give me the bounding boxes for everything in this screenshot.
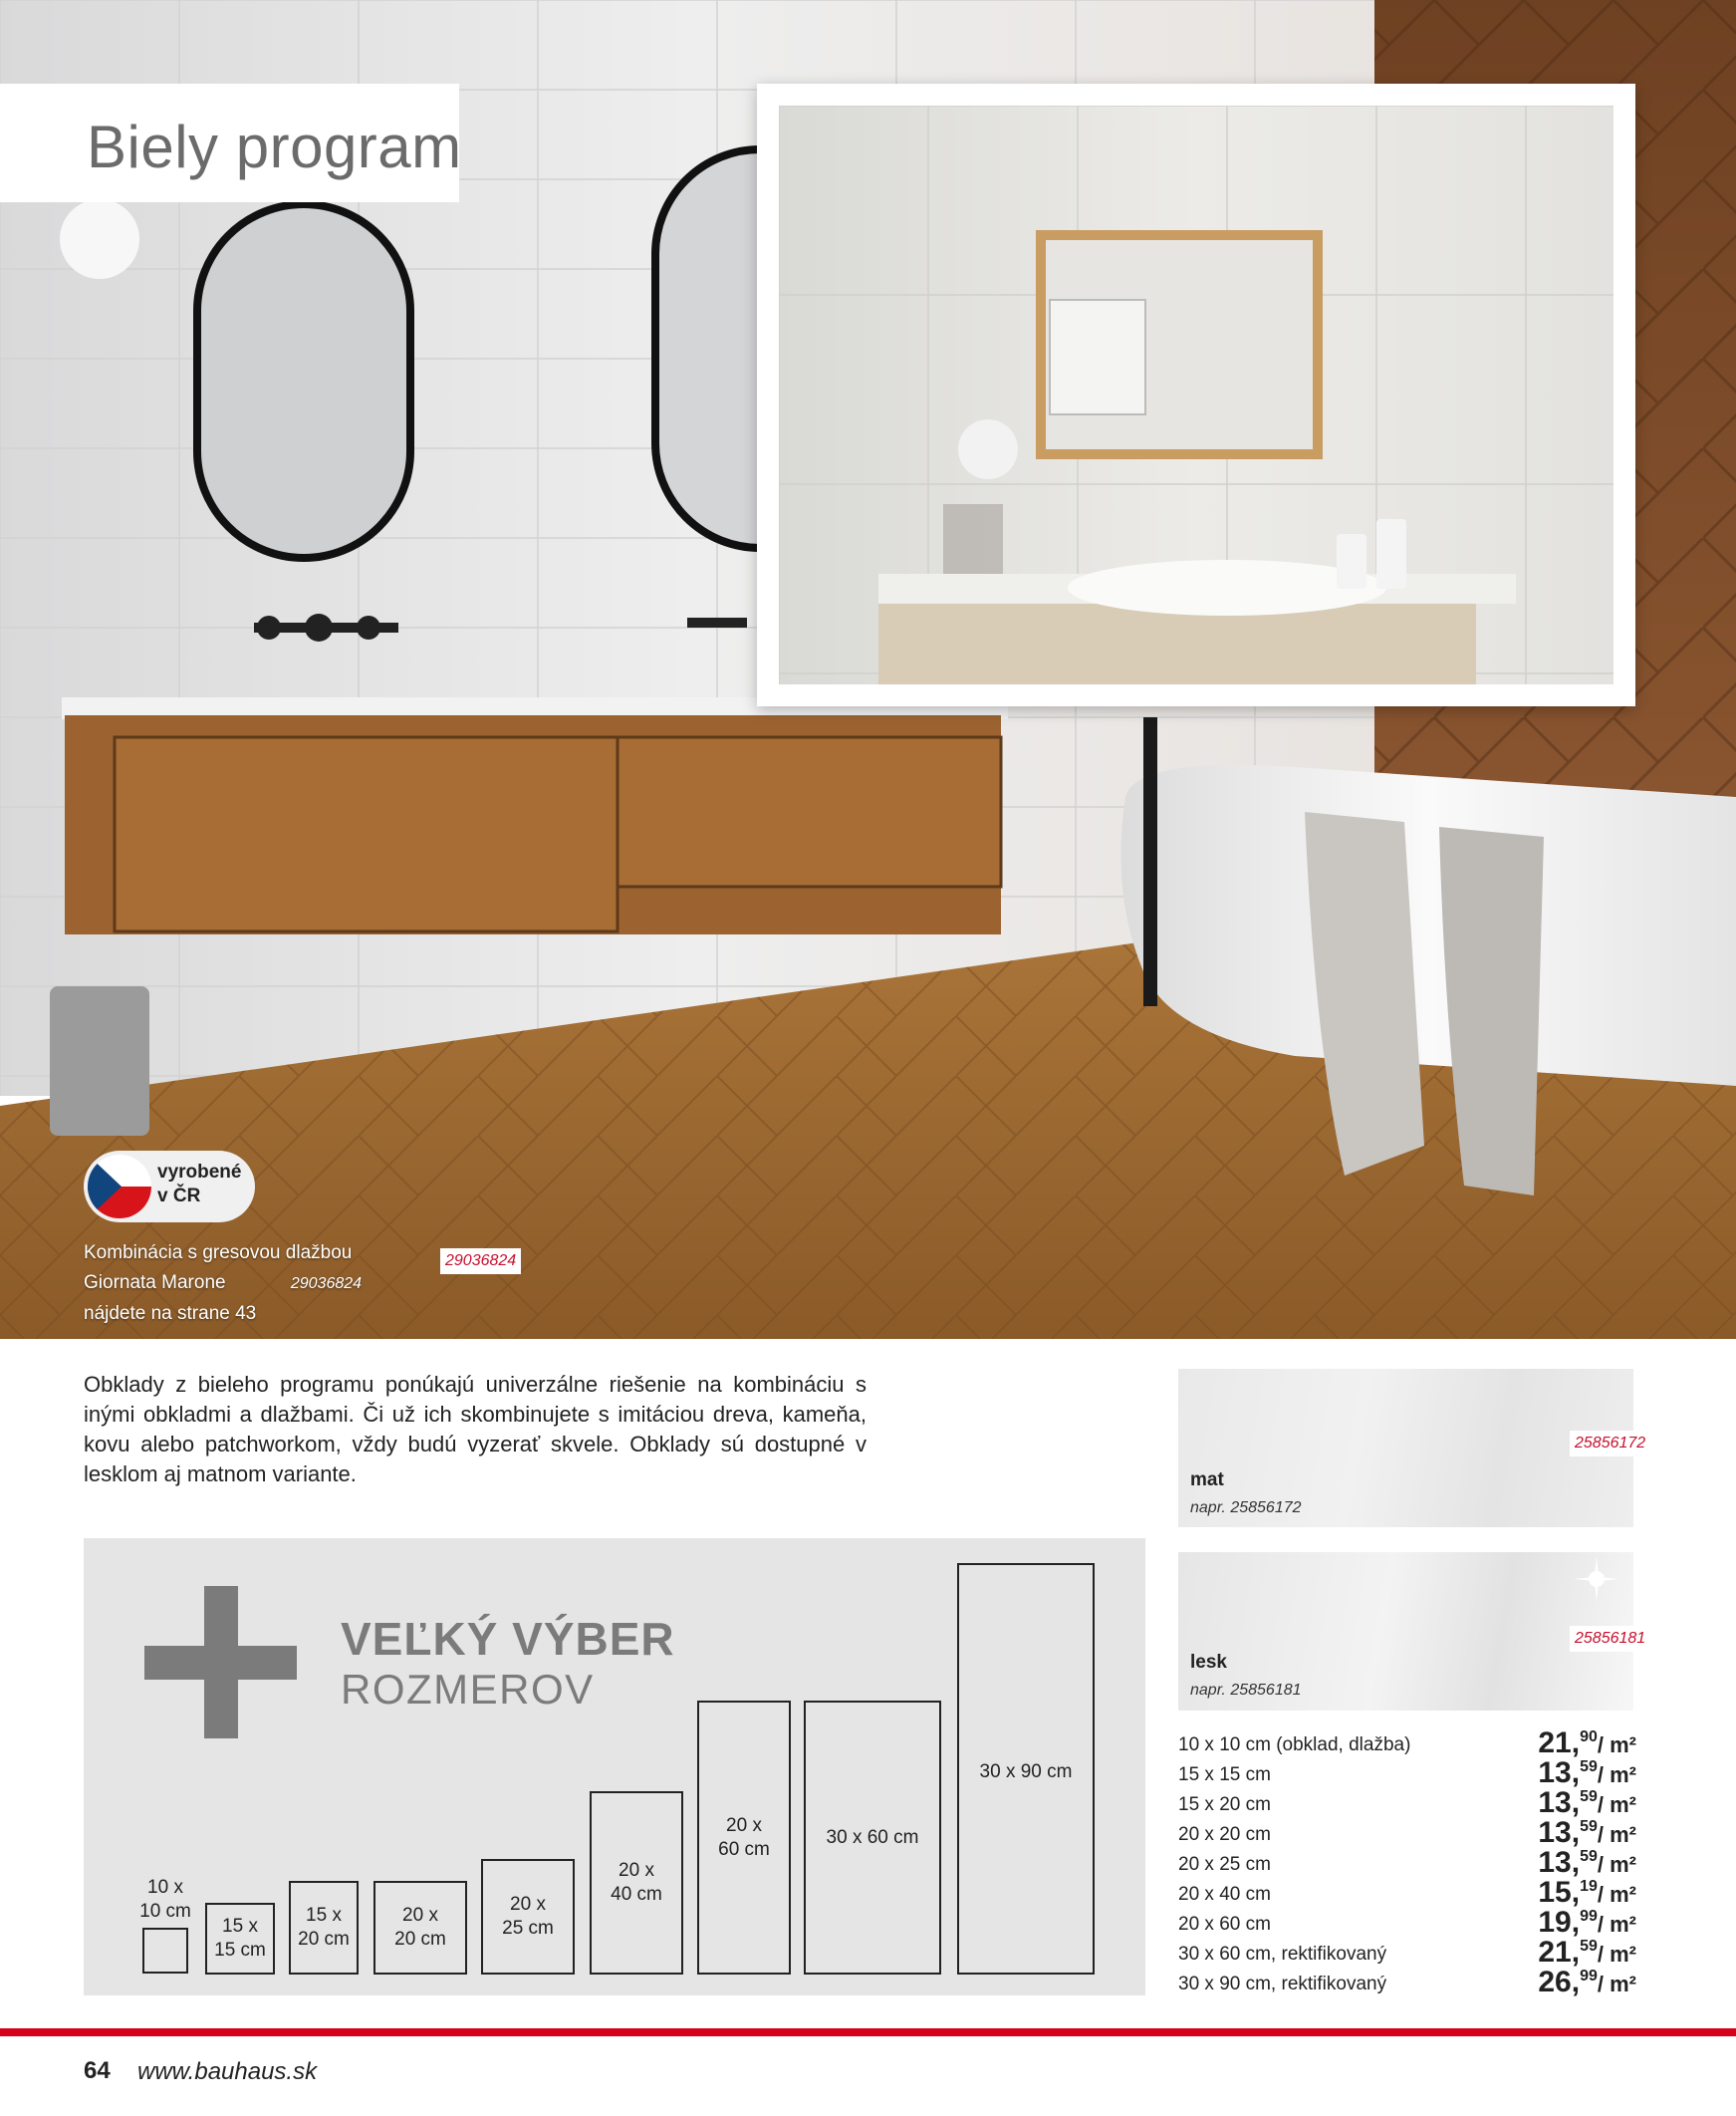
description-text: Obklady z bieleho programu ponúkajú univerzálne riešenie na kombináciu s inými obkladmi a dlažbami. Či už ich skombinujete s imitáciou dreva, kameňa, kovu alebo patchworkom, vždy budú vyzerať skvele. Obklady sú dostupné v lesklom aj matnom variante. xyxy=(84,1372,867,1486)
tile-30x90: 30 x 90 cm xyxy=(957,1563,1095,1975)
price-unit: / m² xyxy=(1597,1882,1636,1907)
price-int: 21, xyxy=(1538,1726,1581,1759)
sizes-heading-2: ROZMEROV xyxy=(341,1666,595,1713)
tile-30x60: 30 x 60 cm xyxy=(804,1701,941,1975)
tile-20x25: 20 x 25 cm xyxy=(481,1859,575,1975)
caption-line2 xyxy=(84,1268,362,1299)
price-unit: / m² xyxy=(1597,1792,1636,1817)
price-value xyxy=(1538,1966,1636,1999)
price-int: 13, xyxy=(1538,1846,1581,1879)
tile-10x10-label: 10 x 10 cm xyxy=(139,1877,191,1922)
page-title: Biely program xyxy=(87,114,462,180)
price-int: 26, xyxy=(1538,1966,1581,1998)
price-value xyxy=(1538,1936,1636,1970)
page-number: 64 xyxy=(84,2057,111,2084)
badge-line2: v ČR xyxy=(157,1186,201,1206)
swatch-mat-code-text: 25856172 xyxy=(1575,1435,1646,1452)
price-size: 20 x 40 cm xyxy=(1178,1884,1271,1905)
sparkle-icon xyxy=(1574,1556,1619,1602)
price-value xyxy=(1538,1726,1636,1760)
price-unit: / m² xyxy=(1597,1942,1636,1967)
price-int: 13, xyxy=(1538,1786,1581,1819)
footer-rule xyxy=(0,2028,1736,2036)
price-size: 20 x 60 cm xyxy=(1178,1914,1271,1935)
price-int: 13, xyxy=(1538,1816,1581,1849)
sizes-heading-1: VEĽKÝ VÝBER xyxy=(341,1613,675,1665)
price-dec: 59 xyxy=(1580,1788,1598,1805)
swatch-lesk-code-text: 25856181 xyxy=(1575,1630,1646,1647)
price-value xyxy=(1538,1786,1636,1820)
swatch-mat-sub: napr. 25856172 xyxy=(1190,1499,1302,1516)
price-row xyxy=(1178,1966,1636,1999)
price-unit: / m² xyxy=(1597,1822,1636,1847)
price-value xyxy=(1538,1846,1636,1880)
price-size: 15 x 20 cm xyxy=(1178,1794,1271,1815)
price-dec: 59 xyxy=(1580,1938,1598,1955)
price-unit: / m² xyxy=(1597,1972,1636,1996)
price-dec: 90 xyxy=(1580,1728,1598,1745)
price-size: 30 x 60 cm, rektifikovaný xyxy=(1178,1944,1387,1965)
tile-15x15: 15 x 15 cm xyxy=(205,1903,275,1975)
price-size: 30 x 90 cm, rektifikovaný xyxy=(1178,1974,1387,1994)
price-size: 20 x 25 cm xyxy=(1178,1854,1271,1875)
czech-flag-icon xyxy=(88,1155,151,1218)
swatch-mat-label: mat xyxy=(1190,1469,1224,1490)
price-dec: 59 xyxy=(1580,1758,1598,1775)
price-table xyxy=(1178,1726,1636,1999)
caption-line1: Kombinácia s gresovou dlažbou xyxy=(84,1242,353,1263)
swatch-lesk-code-tag xyxy=(1570,1626,1650,1652)
caption-code-tag-text: 29036824 xyxy=(445,1252,517,1269)
plus-icon-vertical xyxy=(204,1586,238,1738)
price-size: 15 x 15 cm xyxy=(1178,1764,1271,1785)
swatch-lesk-label: lesk xyxy=(1190,1652,1227,1673)
badge-line1: vyrobené xyxy=(157,1162,242,1183)
tile-15x20: 15 x 20 cm xyxy=(289,1881,359,1975)
price-unit: / m² xyxy=(1597,1852,1636,1877)
price-int: 15, xyxy=(1538,1876,1581,1909)
tile-20x40: 20 x 40 cm xyxy=(590,1791,683,1975)
caption xyxy=(84,1238,362,1329)
caption-product-code: 29036824 xyxy=(290,1275,363,1292)
price-unit: / m² xyxy=(1597,1762,1636,1787)
price-size: 20 x 20 cm xyxy=(1178,1824,1271,1845)
tile-20x20: 20 x 20 cm xyxy=(373,1881,467,1975)
price-value xyxy=(1538,1906,1636,1940)
price-dec: 99 xyxy=(1580,1968,1598,1984)
price-unit: / m² xyxy=(1597,1732,1636,1757)
tile-20x60: 20 x 60 cm xyxy=(697,1701,791,1975)
swatch-lesk-sub: napr. 25856181 xyxy=(1190,1682,1302,1699)
caption-line3: nájdete na strane 43 xyxy=(84,1303,257,1324)
caption-product: Giornata Marone xyxy=(84,1272,226,1293)
price-dec: 19 xyxy=(1580,1878,1598,1895)
price-value xyxy=(1538,1876,1636,1910)
swatch-mat-code-tag xyxy=(1570,1431,1650,1456)
price-int: 21, xyxy=(1538,1936,1581,1969)
price-int: 13, xyxy=(1538,1756,1581,1789)
price-dec: 59 xyxy=(1580,1818,1598,1835)
caption-code-tag xyxy=(440,1248,521,1274)
price-dec: 59 xyxy=(1580,1848,1598,1865)
website-link[interactable]: www.bauhaus.sk xyxy=(137,2058,318,2085)
price-unit: / m² xyxy=(1597,1912,1636,1937)
inset-bathroom-photo xyxy=(779,106,1613,684)
price-value xyxy=(1538,1756,1636,1790)
price-size: 10 x 10 cm (obklad, dlažba) xyxy=(1178,1734,1411,1755)
price-value xyxy=(1538,1816,1636,1850)
price-dec: 99 xyxy=(1580,1908,1598,1925)
tile-10x10 xyxy=(142,1928,188,1974)
price-int: 19, xyxy=(1538,1906,1581,1939)
badge-text xyxy=(157,1161,241,1208)
